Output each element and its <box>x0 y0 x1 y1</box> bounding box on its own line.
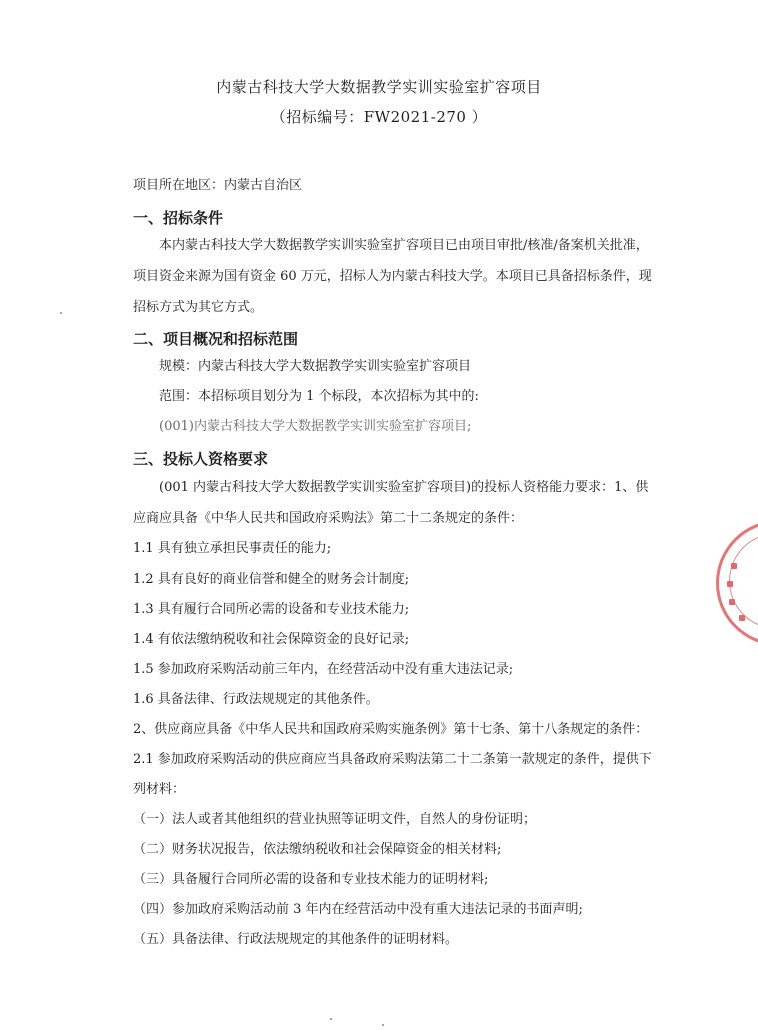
seal-glyph-mark <box>729 599 735 605</box>
red-seal-stamp <box>716 520 758 646</box>
seal-glyph-mark <box>727 581 733 587</box>
list-item: 1.4 有依法缴纳税收和社会保障资金的良好记录; <box>133 632 410 647</box>
list-item: （二）财务状况报告，依法缴纳税收和社会保障资金的相关材料; <box>133 842 502 857</box>
project-location: 项目所在地区：内蒙古自治区 <box>133 178 303 193</box>
document-title: 内蒙古科技大学大数据教学实训实验室扩容项目 <box>216 78 542 96</box>
list-item: （三）具备履行合同所必需的设备和专业技术能力的证明材料; <box>133 872 489 887</box>
list-item: （四）参加政府采购活动前 3 年内在经营活动中没有重大违法记录的书面声明; <box>133 902 583 917</box>
section-heading-bidder-qualifications: 三、投标人资格要求 <box>133 450 269 468</box>
paragraph-line: (001 内蒙古科技大学大数据教学实训实验室扩容项目)的投标人资格能力要求：1、供 <box>159 480 649 495</box>
paragraph-line: 2.1 参加政府采购活动的供应商应当具备政府采购法第二十二条第一款规定的条件，提供下 <box>133 752 652 767</box>
paragraph-line: 范围：本招标项目划分为 1 个标段，本次招标为其中的: <box>159 389 479 404</box>
bid-number: （招标编号：FW2021-270 ） <box>270 108 488 126</box>
paragraph-line: 招标方式为其它方式。 <box>133 300 264 315</box>
paragraph-line: 项目资金来源为国有资金 60 万元，招标人为内蒙古科技大学。本项目已具备招标条件，现 <box>133 269 652 284</box>
list-item: 1.5 参加政府采购活动前三年内，在经营活动中没有重大违法记录; <box>133 662 514 677</box>
paragraph-line: (001)内蒙古科技大学大数据教学实训实验室扩容项目; <box>159 419 472 434</box>
paragraph-line: 列材料： <box>133 782 186 797</box>
seal-glyph-mark <box>731 563 737 569</box>
paragraph-line: 规模：内蒙古科技大学大数据教学实训实验室扩容项目 <box>159 359 472 374</box>
scan-speck <box>382 1024 384 1026</box>
section-heading-bid-conditions: 一、招标条件 <box>133 209 224 227</box>
list-item: （五）具备法律、行政法规规定的其他条件的证明材料。 <box>133 932 459 947</box>
paragraph-line: 应商应具备《中华人民共和国政府采购法》第二十二条规定的条件： <box>133 511 524 526</box>
seal-glyph-mark <box>739 615 745 621</box>
section-heading-project-overview: 二、项目概况和招标范围 <box>133 330 299 348</box>
list-item: 1.3 具有履行合同所必需的设备和专业技术能力; <box>133 602 410 617</box>
list-item: 1.2 具有良好的商业信誉和健全的财务会计制度; <box>133 572 410 587</box>
paragraph-line: 2、供应商应具备《中华人民共和国政府采购实施条例》第十七条、第十八条规定的条件： <box>133 722 649 737</box>
list-item: 1.1 具有独立承担民事责任的能力; <box>133 541 332 556</box>
list-item: （一）法人或者其他组织的营业执照等证明文件，自然人的身份证明； <box>133 812 537 827</box>
list-item: 1.6 具备法律、行政法规规定的其他条件。 <box>133 692 379 707</box>
paragraph-line: 本内蒙古科技大学大数据教学实训实验室扩容项目已由项目审批/核准/备案机关批准， <box>159 238 649 253</box>
scan-speck <box>60 312 62 314</box>
scan-speck <box>330 1018 332 1020</box>
